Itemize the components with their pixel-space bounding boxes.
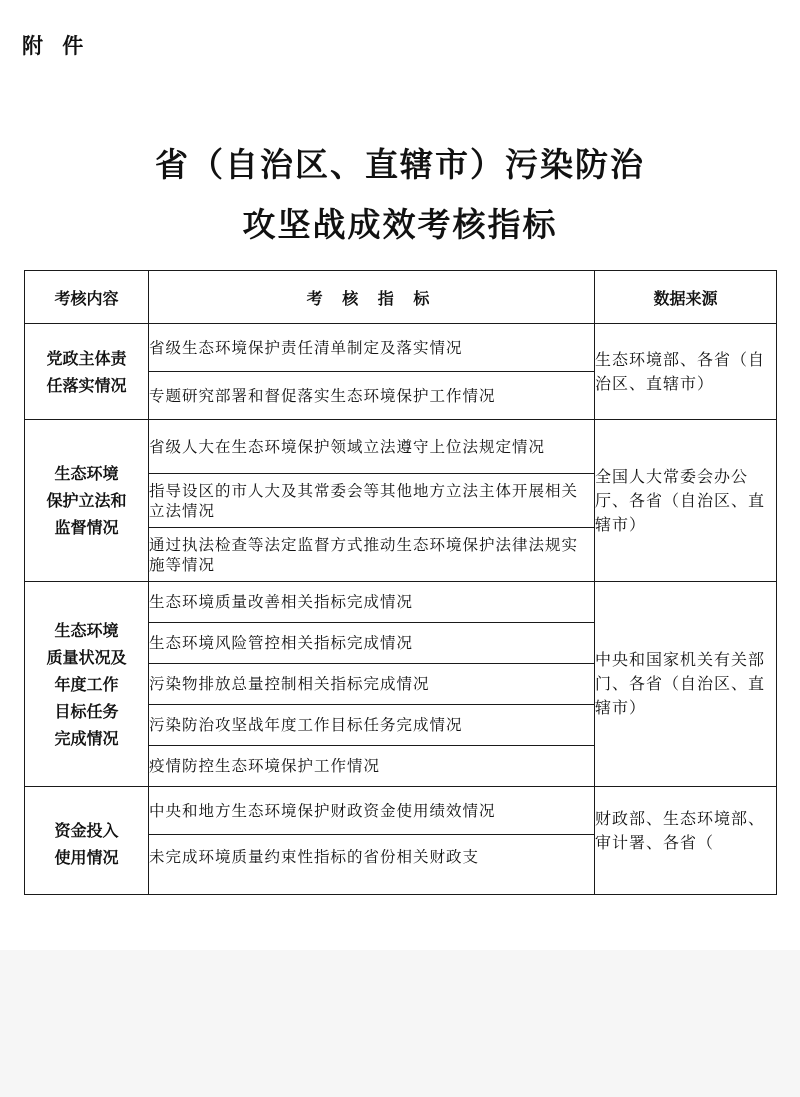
indicator-cell: 省级生态环境保护责任清单制定及落实情况 [149, 324, 595, 372]
header-source: 数据来源 [595, 271, 777, 324]
category-label: 资金投入 使用情况 [54, 821, 119, 867]
indicator-cell: 指导设区的市人大及其常委会等其他地方立法主体开展相关立法情况 [149, 474, 595, 528]
source-cell: 全国人大常委会办公厅、各省（自治区、直辖市） [595, 420, 777, 582]
header-indicator: 考 核 指 标 [149, 271, 595, 324]
category-label: 生态环境 保护立法和 监督情况 [46, 464, 127, 537]
category-label: 生态环境 质量状况及 年度工作 目标任务 完成情况 [46, 620, 127, 748]
table-header-row [25, 271, 777, 324]
source-cell: 中央和国家机关有关部门、各省（自治区、直辖市） [595, 582, 777, 787]
table-row [25, 582, 777, 623]
indicator-cell: 省级人大在生态环境保护领域立法遵守上位法规定情况 [149, 420, 595, 474]
table-row [25, 420, 777, 474]
indicator-table [24, 270, 777, 895]
category-cell [25, 420, 149, 582]
table-row [25, 324, 777, 372]
indicator-cell: 污染物排放总量控制相关指标完成情况 [149, 664, 595, 705]
category-cell [25, 582, 149, 787]
indicator-cell: 疫情防控生态环境保护工作情况 [149, 746, 595, 787]
table-row [25, 787, 777, 835]
indicator-cell: 生态环境风险管控相关指标完成情况 [149, 623, 595, 664]
document-title-line-1: 省（自治区、直辖市）污染防治 [155, 145, 645, 184]
indicator-cell: 通过执法检查等法定监督方式推动生态环境保护法律法规实施等情况 [149, 528, 595, 582]
indicator-cell: 中央和地方生态环境保护财政资金使用绩效情况 [149, 787, 595, 835]
indicator-cell: 污染防治攻坚战年度工作目标任务完成情况 [149, 705, 595, 746]
category-cell [25, 324, 149, 420]
document-title-line-2: 攻坚战成效考核指标 [242, 205, 558, 244]
blank-bottom-area [0, 950, 800, 1097]
source-cell: 生态环境部、各省（自治区、直辖市） [595, 324, 777, 420]
indicator-cell: 专题研究部署和督促落实生态环境保护工作情况 [149, 372, 595, 420]
indicator-cell: 生态环境质量改善相关指标完成情况 [149, 582, 595, 623]
source-cell: 财政部、生态环境部、审计署、各省（ [595, 787, 777, 895]
indicator-cell: 未完成环境质量约束性指标的省份相关财政支 [149, 835, 595, 895]
category-cell [25, 787, 149, 895]
header-category: 考核内容 [25, 271, 149, 324]
category-label: 党政主体责 任落实情况 [46, 348, 127, 395]
attachment-label: 附 件 [22, 34, 90, 58]
